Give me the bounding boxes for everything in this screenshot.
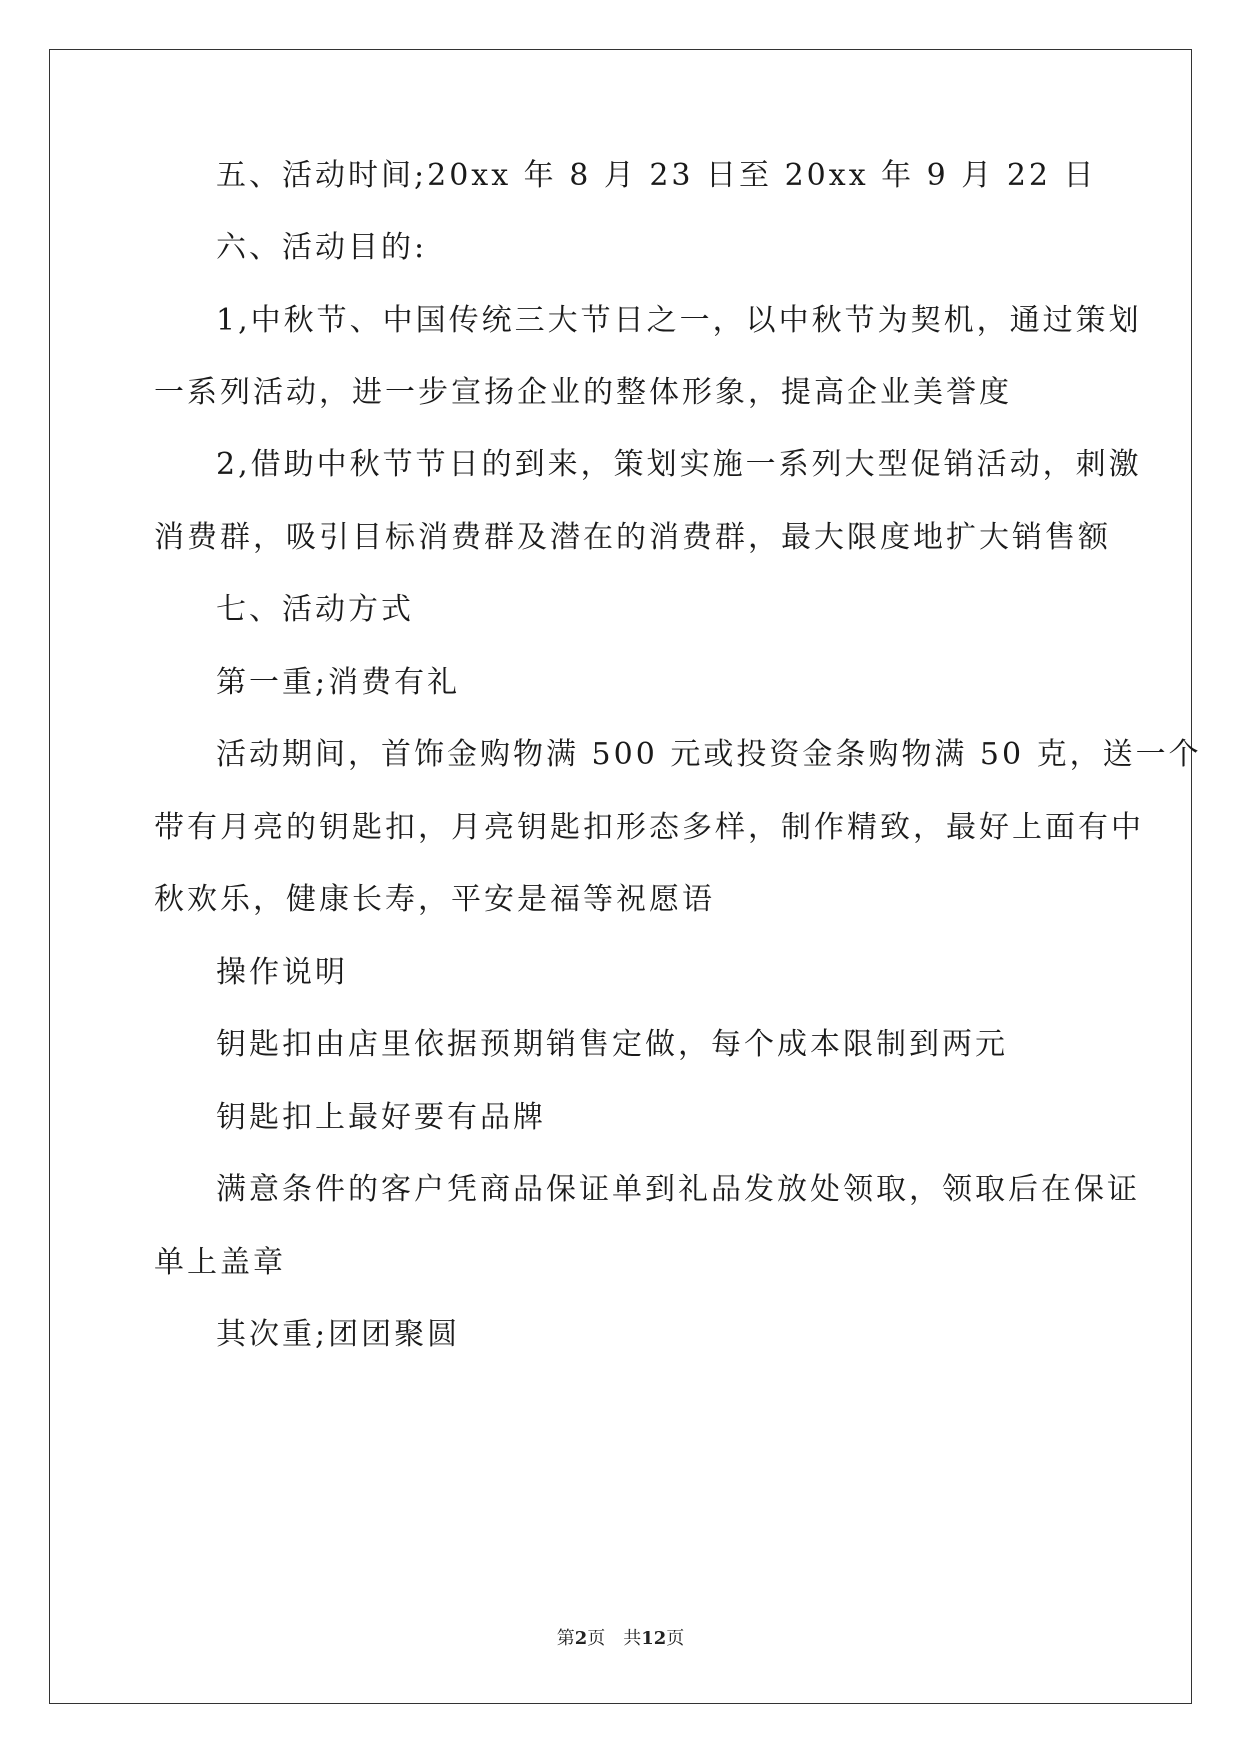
text-line: 钥匙扣上最好要有品牌: [216, 1100, 546, 1135]
total-suffix: 页: [666, 1628, 685, 1649]
page-prefix: 第: [556, 1628, 575, 1649]
text-line: 单上盖章: [154, 1245, 286, 1280]
text-line: 五、活动时间;20xx 年 8 月 23 日至 20xx 年 9 月 22 日: [216, 158, 1097, 193]
text-line: 2,借助中秋节节日的到来，策划实施一系列大型促销活动，刺激: [216, 447, 1142, 482]
text-line: 六、活动目的:: [216, 230, 428, 265]
text-line: 钥匙扣由店里依据预期销售定做，每个成本限制到两元: [216, 1027, 1008, 1062]
text-line: 活动期间，首饰金购物满 500 元或投资金条购物满 50 克，送一个: [216, 737, 1202, 772]
page-footer: [50, 1627, 1191, 1651]
text-line: 七、活动方式: [216, 592, 414, 627]
text-line: 一系列活动，进一步宣扬企业的整体形象，提高企业美誉度: [154, 375, 1012, 410]
text-line: 秋欢乐，健康长寿，平安是福等祝愿语: [154, 882, 715, 917]
total-prefix: 共: [623, 1628, 642, 1649]
text-line: 满意条件的客户凭商品保证单到礼品发放处领取，领取后在保证: [216, 1172, 1140, 1207]
text-line: 第一重;消费有礼: [216, 665, 461, 700]
total-pages: 12: [641, 1628, 667, 1649]
text-line: 1,中秋节、中国传统三大节日之一，以中秋节为契机，通过策划: [216, 303, 1142, 338]
document-body: [50, 50, 1202, 1703]
text-line: 操作说明: [216, 955, 348, 990]
page-suffix: 页: [587, 1628, 606, 1649]
text-line: 消费群，吸引目标消费群及潜在的消费群，最大限度地扩大销售额: [154, 520, 1111, 555]
text-line: 带有月亮的钥匙扣，月亮钥匙扣形态多样，制作精致，最好上面有中: [154, 810, 1144, 845]
page-number: 2: [574, 1628, 588, 1649]
page-frame: [49, 49, 1202, 1704]
text-line: 其次重;团团聚圆: [216, 1317, 461, 1352]
